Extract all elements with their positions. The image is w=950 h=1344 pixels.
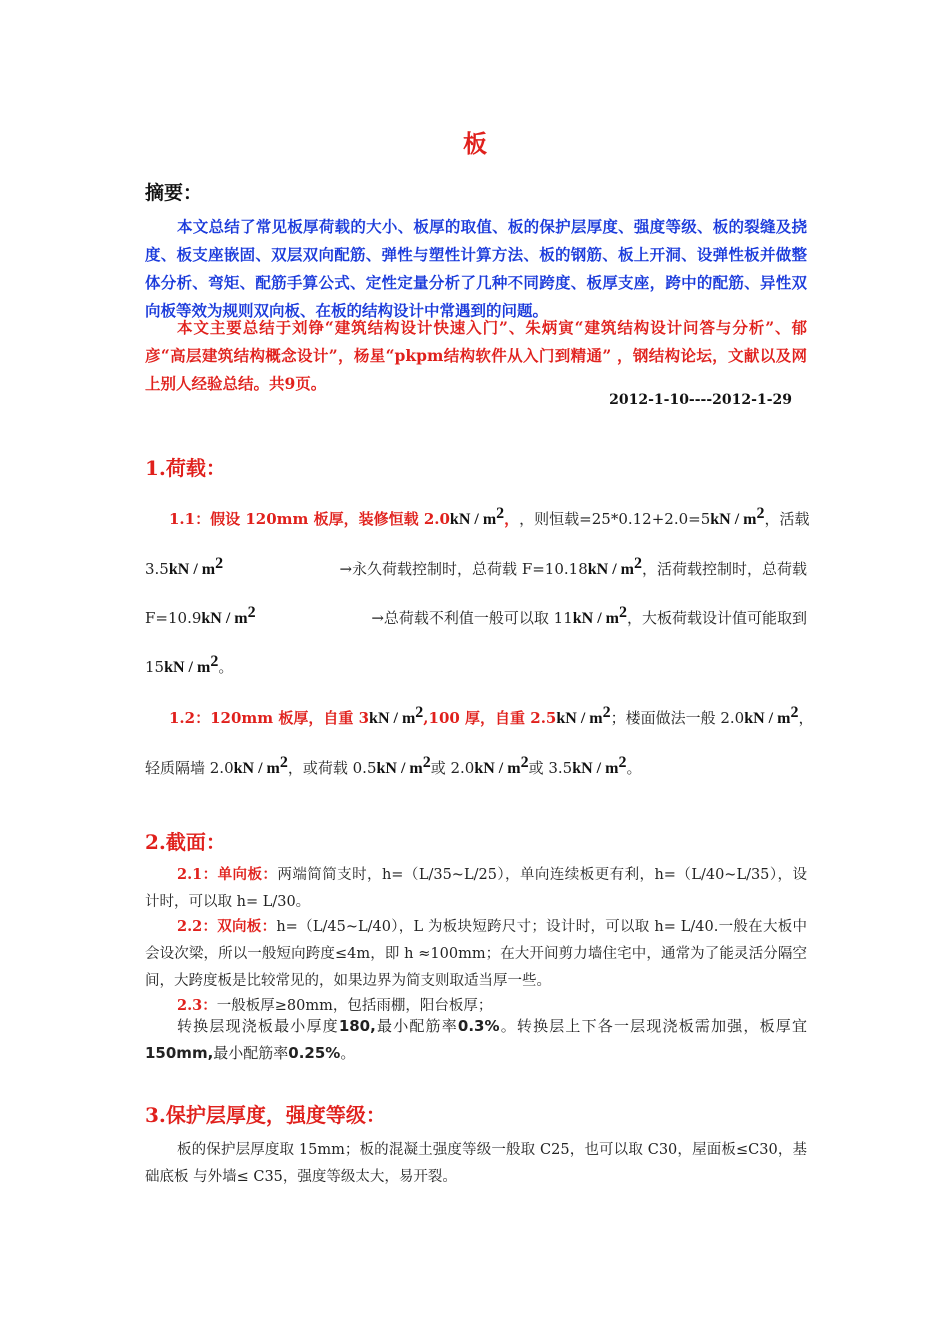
section-2-3: 2.3：一般板厚≥80mm，包括雨棚，阳台板厚； xyxy=(177,997,493,1014)
abstract-summary: 本文总结了常见板厚荷载的大小、板厚的取值、板的保护层厚度、强度等级、板的裂缝及挠度、板支座嵌固、双层双向配筋、弹性与塑性计算方法、板的钢筋、板上开洞、设弹性板并做整体分析、弯矩、配筋手算公式、定性定量分析了几种不同跨度、板厚支座，跨中的配筋、异性双向板等效为规则双向板、在板的结构设计中常遇到的问题。 xyxy=(145,217,807,320)
abstract-label: 摘要： xyxy=(145,182,203,204)
section-2-2: 2.2：双向板：h=（L/45~L/40），L 为板块短跨尺寸；设计时，可以取 h= L/40.一般在大板中会设次梁，所以一般短向跨度≤4m，即 h ≈100mm；在大开间剪力墙住宅中，通常为了能灵活分隔空间，大跨度板是比较常见的，如果边界为简支则取适当厚一些。 xyxy=(145,918,807,989)
section-1-heading: 1.荷载： xyxy=(145,456,226,480)
load-line-5: 1.2：120mm 板厚，自重 $3kN / m^2,100$ 厚，自重 $2.5kN / m^2$ ；楼面做法一般 $2.0kN / m^2$， xyxy=(169,704,814,727)
load-line-6: 轻质隔墙 $2.0kN / m^2$，或荷载 $0.5kN / m^2$或 $2.0kN / m^2$或 $3.5kN / m^2$。 xyxy=(145,754,642,777)
section-2-4: 转换层现浇板最小厚度180,最小配筋率0.3%。转换层上下各一层现浇板需加强，板厚宜150mm,最小配筋率0.25%。 xyxy=(145,1017,807,1062)
load-line-1: 1.1：假设 120mm 板厚，装修恒载 $2.0kN / m^2$， ，则恒载$=25*0.12+2.0=5kN / m^2$，活载 xyxy=(169,505,810,528)
section-2-1: 2.1：单向板：两端简简支时，h=（L/35~L/25），单向连续板更有利，h=（L/40~L/35），设计时，可以取 h= L/30。 xyxy=(145,866,807,910)
load-line-2: $3.5kN / m^2$ →永久荷载控制时，总荷载 $F=10.18kN / m^2$，活荷载控制时，总荷载 xyxy=(145,555,807,578)
date-range: 2012-1-10----2012-1-29 xyxy=(609,392,792,408)
load-line-3: $F=10.9kN / m^2$ →总荷载不利值一般可以取 $11kN / m^2$，大板荷载设计值可能取到 xyxy=(145,604,807,627)
abstract-sources: 本文主要总结于刘铮“建筑结构设计快速入门”、朱炳寅“建筑结构设计问答与分析”、郁彦“高层建筑结构概念设计”，杨星“pkpm结构软件从入门到精通” ，钢结构论坛，文献以及网上别人经验总结。共9页。 xyxy=(145,318,807,393)
section-3-text: 板的保护层厚度取 15mm；板的混凝土强度等级一般取 C25，也可以取 C30，屋面板≤C30，基础底板 与外墙≤ C35，强度等级太大，易开裂。 xyxy=(145,1142,807,1185)
section-3-heading: 3.保护层厚度，强度等级： xyxy=(145,1103,386,1127)
section-2-heading: 2.截面： xyxy=(145,830,226,854)
document-title: 板 xyxy=(463,129,487,158)
load-line-4: $15kN / m^2$。 xyxy=(145,653,234,676)
